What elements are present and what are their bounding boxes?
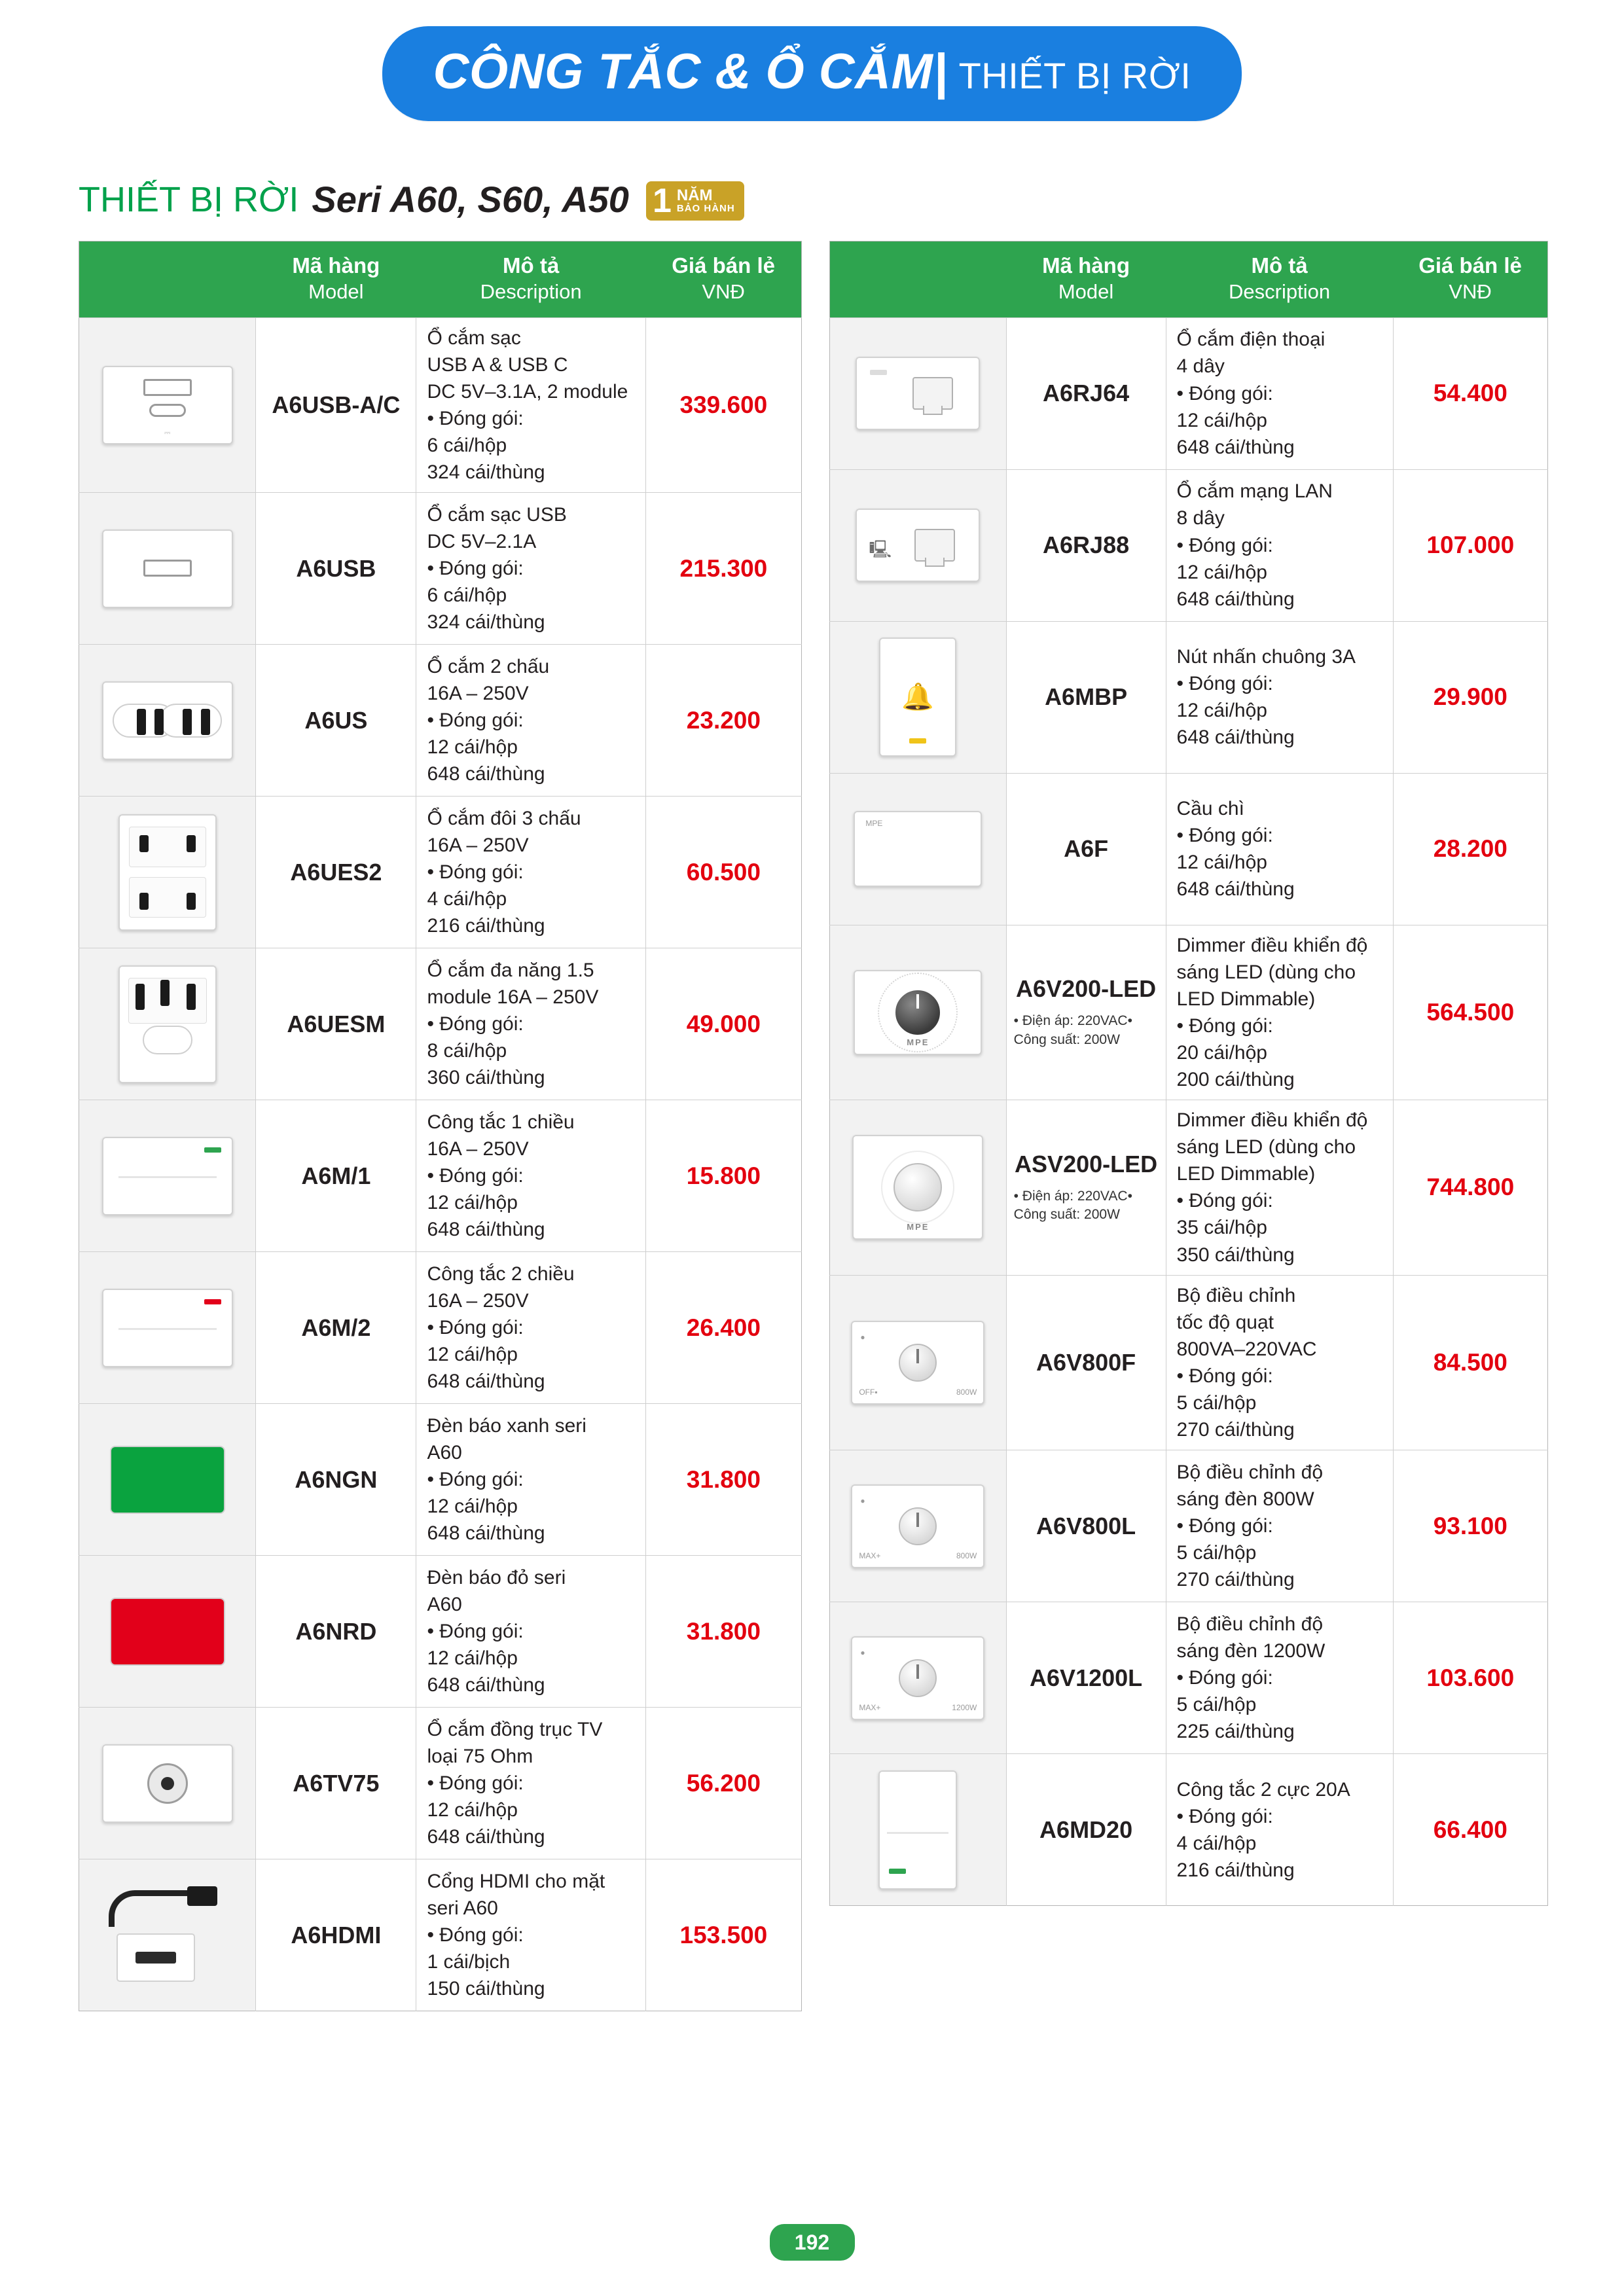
table-header-row: [830, 242, 1548, 318]
header-model-en: Model: [308, 280, 364, 304]
product-description-line: 12 cái/hộp: [427, 1496, 518, 1518]
product-description-line: Ổ cắm đôi 3 chấu: [427, 807, 581, 829]
product-description-cell: [416, 1556, 645, 1708]
product-price-cell: 54.400: [1393, 317, 1547, 469]
section-heading: [79, 178, 744, 221]
product-model: A6RJ88: [1043, 531, 1130, 559]
product-description-line: A60: [427, 1593, 462, 1615]
warranty-number: 1: [652, 181, 672, 220]
banner-pill: [382, 26, 1242, 121]
product-price-cell: 107.000: [1393, 469, 1547, 621]
usb-socket-icon: [89, 507, 246, 631]
product-price-cell: 26.400: [645, 1252, 801, 1404]
product-image-cell: [830, 1450, 1007, 1602]
product-price-cell: 339.600: [645, 317, 801, 493]
product-description-line: USB A & USB C: [427, 353, 568, 376]
product-description-line: 648 cái/thùng: [1176, 878, 1295, 901]
header-desc-en: Description: [480, 280, 582, 304]
product-description-line: 20 cái/hộp: [1176, 1041, 1267, 1064]
product-price-cell: 153.500: [645, 1859, 801, 2011]
warranty-text: BẢO HÀNH: [676, 203, 735, 215]
product-description-line: loại 75 Ohm: [427, 1745, 533, 1767]
product-model-cell: [1006, 1450, 1166, 1602]
product-description-line: 150 cái/thùng: [427, 1978, 545, 2000]
product-description-line: Cầu chì: [1176, 797, 1244, 819]
product-model-cell: [256, 317, 416, 493]
product-description-cell: [1166, 317, 1393, 469]
product-description-line: sáng đèn 1200W: [1176, 1640, 1326, 1662]
product-description-line: tốc độ quạt: [1176, 1311, 1274, 1333]
product-description-cell: [416, 1404, 645, 1556]
product-model: A6TV75: [293, 1769, 380, 1797]
product-description-cell: [1166, 621, 1393, 773]
product-description-line: 648 cái/thùng: [1176, 726, 1295, 749]
table-row: [79, 797, 802, 948]
product-description-line: DC 5V–2.1A: [427, 530, 537, 552]
header-desc-vi: Mô tả: [503, 253, 560, 278]
product-description-line: 12 cái/hộp: [427, 1192, 518, 1214]
product-price-cell: 84.500: [1393, 1275, 1547, 1450]
product-description-cell: [416, 317, 645, 493]
product-description-line: 16A – 250V: [427, 1289, 529, 1312]
header-price-vi: Giá bán lẻ: [672, 253, 775, 278]
product-model-cell: [256, 1100, 416, 1252]
product-model-cell: [256, 797, 416, 948]
product-description-line: Công tắc 2 cực 20A: [1176, 1778, 1350, 1801]
product-image-cell: [79, 1556, 256, 1708]
header-price-col: [1393, 242, 1547, 318]
banner-title-bold: CÔNG TẮC & Ổ CẮM: [433, 44, 933, 99]
product-tables: [79, 241, 1548, 2011]
product-model-cell: [1006, 1754, 1166, 1906]
product-description-line: Dimmer điều khiển độ: [1176, 934, 1368, 956]
table-row: [830, 1100, 1548, 1276]
product-description-line: • Đóng gói:: [1176, 534, 1273, 556]
product-image-cell: [830, 317, 1007, 469]
product-price-cell: 60.500: [645, 797, 801, 948]
product-description-line: 648 cái/thùng: [427, 1219, 545, 1241]
header-model-col: [256, 242, 416, 318]
hdmi-port-icon: [89, 1873, 246, 1998]
warranty-badge: [646, 181, 744, 221]
product-model-cell: [1006, 1100, 1166, 1276]
product-image-cell: [79, 1859, 256, 2011]
table-row: [830, 1275, 1548, 1450]
header-model-vi: Mã hàng: [1042, 253, 1130, 278]
header-desc-en: Description: [1229, 280, 1331, 304]
product-description-line: 12 cái/hộp: [427, 1799, 518, 1821]
product-description-cell: [416, 1252, 645, 1404]
header-price-en: VNĐ: [702, 280, 745, 304]
banner-separator: |: [934, 44, 948, 99]
header-model-col: [1006, 242, 1166, 318]
product-model: A6NGN: [295, 1465, 378, 1493]
product-description-line: Ổ cắm 2 chấu: [427, 655, 550, 677]
product-price-cell: 23.200: [645, 645, 801, 797]
product-description-line: • Đóng gói:: [1176, 1365, 1273, 1387]
product-description-line: 648 cái/thùng: [1176, 588, 1295, 610]
product-image-cell: [830, 1275, 1007, 1450]
fan-speed-controller-icon: ● OFF▪ 800W: [839, 1300, 996, 1425]
product-spec-notes: [1007, 1012, 1165, 1049]
product-description-line: • Đóng gói:: [427, 1924, 524, 1946]
product-description-line: module 16A – 250V: [427, 986, 599, 1008]
product-image-cell: [830, 773, 1007, 925]
table-row: [79, 1404, 802, 1556]
left-price-table: [79, 241, 802, 2011]
product-description-line: Bộ điều chỉnh độ: [1176, 1462, 1324, 1483]
product-model-cell: [256, 1708, 416, 1859]
product-description-line: 12 cái/hộp: [1176, 561, 1267, 583]
product-description-line: • Đóng gói:: [427, 709, 524, 732]
product-price-cell: 15.800: [645, 1100, 801, 1252]
double-three-pin-socket-icon: [89, 810, 246, 935]
product-price-cell: 29.900: [1393, 621, 1547, 773]
product-description-cell: [416, 493, 645, 645]
product-description-line: 4 dây: [1176, 355, 1225, 378]
table-row: [79, 645, 802, 797]
product-description-line: Dimmer điều khiển độ: [1176, 1109, 1368, 1132]
double-pole-switch-icon: [839, 1768, 996, 1892]
product-description-line: 1 cái/bịch: [427, 1951, 511, 1973]
product-spec-note-line: • Công suất: 200W: [1013, 1013, 1132, 1047]
product-description-line: 216 cái/thùng: [1176, 1859, 1295, 1881]
product-description-cell: [1166, 1754, 1393, 1906]
product-price-cell: 28.200: [1393, 773, 1547, 925]
product-description-cell: [416, 1708, 645, 1859]
product-description-line: • Đóng gói:: [1176, 1667, 1273, 1689]
product-description-line: LED Dimmable): [1176, 1163, 1316, 1185]
product-description-line: • Đóng gói:: [1176, 1805, 1273, 1827]
product-description-line: • Đóng gói:: [427, 1317, 524, 1339]
product-model: A6F: [1064, 835, 1109, 863]
product-description-line: 270 cái/thùng: [1176, 1419, 1295, 1441]
product-model-cell: [1006, 1602, 1166, 1754]
product-spec-note-line: • Công suất: 200W: [1013, 1189, 1132, 1223]
table-row: [830, 773, 1548, 925]
product-model: A6V800F: [1036, 1348, 1136, 1376]
table-row: [830, 1602, 1548, 1754]
left-table-column: [79, 241, 802, 2011]
product-description-line: 5 cái/hộp: [1176, 1542, 1257, 1564]
product-model-cell: [1006, 925, 1166, 1100]
table-row: [830, 621, 1548, 773]
product-description-line: 16A – 250V: [427, 1138, 529, 1160]
product-description-cell: [1166, 469, 1393, 621]
doorbell-button-icon: 🔔: [839, 635, 996, 759]
product-description-cell: [416, 1100, 645, 1252]
header-desc-col: [416, 242, 645, 318]
product-description-line: Ổ cắm sạc: [427, 327, 521, 349]
table-row: [830, 469, 1548, 621]
product-price-cell: 103.600: [1393, 1602, 1547, 1754]
table-row: [79, 1859, 802, 2011]
table-row: [79, 1100, 802, 1252]
product-description-line: 35 cái/hộp: [1176, 1217, 1267, 1239]
product-description-cell: [1166, 1450, 1393, 1602]
section-label-series: Seri A60, S60, A50: [312, 179, 629, 220]
product-model: A6NRD: [295, 1617, 377, 1645]
product-description-line: 12 cái/hộp: [427, 1344, 518, 1366]
header-desc-col: [1166, 242, 1393, 318]
product-description-cell: [1166, 773, 1393, 925]
page-number: 192: [770, 2224, 855, 2261]
product-description-line: Ổ cắm đồng trục TV: [427, 1718, 603, 1740]
product-image-cell: [79, 645, 256, 797]
product-description-line: 648 cái/thùng: [427, 763, 545, 785]
product-image-cell: [79, 797, 256, 948]
product-description-line: 6 cái/hộp: [427, 434, 507, 456]
product-description-line: sáng LED (dùng cho: [1176, 961, 1356, 983]
product-model: A6M/2: [301, 1314, 371, 1341]
product-description-line: 360 cái/thùng: [427, 1067, 545, 1089]
product-description-line: Công tắc 2 chiều: [427, 1263, 575, 1285]
product-description-cell: [416, 1859, 645, 2011]
right-table-column: [829, 241, 1548, 2011]
tv-coaxial-socket-icon: [89, 1721, 246, 1846]
warranty-unit: NĂM: [676, 187, 713, 205]
product-description-line: • Đóng gói:: [427, 1013, 524, 1035]
product-description-line: 5 cái/hộp: [1176, 1392, 1257, 1414]
product-model: A6M/1: [301, 1162, 371, 1189]
product-model: A6MBP: [1045, 683, 1128, 711]
product-description-line: Nút nhấn chuông 3A: [1176, 645, 1356, 668]
product-description-line: 648 cái/thùng: [427, 1674, 545, 1696]
product-price-cell: 31.800: [645, 1404, 801, 1556]
product-description-line: 225 cái/thùng: [1176, 1721, 1295, 1743]
product-image-cell: [79, 948, 256, 1100]
product-model-cell: [256, 948, 416, 1100]
table-row: [830, 1450, 1548, 1602]
usb-ac-socket-icon: ⎓: [89, 343, 246, 467]
product-description-line: 12 cái/hộp: [1176, 700, 1267, 722]
product-description-line: 16A – 250V: [427, 834, 529, 856]
header-price-col: [645, 242, 801, 318]
product-description-cell: [1166, 1100, 1393, 1276]
product-image-cell: [79, 1708, 256, 1859]
product-description-line: 800VA–220VAC: [1176, 1338, 1317, 1360]
product-description-line: Đèn báo đỏ seri: [427, 1566, 566, 1588]
fuse-blank-plate-icon: MPE: [839, 787, 996, 911]
red-indicator-lamp-icon: [89, 1570, 246, 1694]
header-model-en: Model: [1058, 280, 1114, 304]
product-description-line: Ổ cắm sạc USB: [427, 503, 567, 526]
product-description-line: • Đóng gói:: [1176, 1190, 1273, 1212]
product-description-line: LED Dimmable): [1176, 988, 1316, 1010]
product-description-line: 8 cái/hộp: [427, 1040, 507, 1062]
product-image-cell: [830, 621, 1007, 773]
section-label-green: THIẾT BỊ RỜI: [79, 179, 299, 219]
product-image-cell: [79, 493, 256, 645]
product-model-cell: [1006, 469, 1166, 621]
product-description-line: A60: [427, 1441, 462, 1463]
product-description-line: 648 cái/thùng: [1176, 436, 1295, 458]
product-description-line: Bộ điều chỉnh độ: [1176, 1613, 1324, 1635]
product-description-line: 12 cái/hộp: [427, 736, 518, 759]
product-description-line: 16A – 250V: [427, 682, 529, 704]
product-image-cell: [830, 1754, 1007, 1906]
product-description-line: 324 cái/thùng: [427, 611, 545, 634]
table-row: [79, 1252, 802, 1404]
product-description-cell: [416, 645, 645, 797]
product-model-cell: [1006, 621, 1166, 773]
product-price-cell: 31.800: [645, 1556, 801, 1708]
table-row: [830, 1754, 1548, 1906]
product-price-cell: 215.300: [645, 493, 801, 645]
product-description-line: • Đóng gói:: [427, 558, 524, 580]
product-image-cell: [79, 1404, 256, 1556]
product-model: A6USB: [296, 554, 376, 582]
table-row: [79, 317, 802, 493]
product-model-cell: [256, 645, 416, 797]
multifunction-socket-icon: [89, 962, 246, 1086]
product-description-line: 648 cái/thùng: [427, 1522, 545, 1545]
led-dimmer-knob-icon: MPE: [839, 950, 996, 1075]
product-model: A6US: [304, 706, 368, 734]
product-spec-note-line: • Điện áp: 220VAC: [1013, 1013, 1128, 1029]
product-image-cell: [79, 1252, 256, 1404]
product-description-line: • Đóng gói:: [427, 861, 524, 884]
product-description-line: • Đóng gói:: [427, 1165, 524, 1187]
product-description-line: Cổng HDMI cho mặt: [427, 1870, 605, 1892]
product-model-cell: [256, 1252, 416, 1404]
product-description-line: Ổ cắm mạng LAN: [1176, 480, 1333, 503]
product-model: A6MD20: [1039, 1816, 1133, 1843]
product-description-line: 216 cái/thùng: [427, 915, 545, 937]
product-price-cell: 49.000: [645, 948, 801, 1100]
header-image-col: [830, 242, 1007, 318]
product-model-cell: [256, 1404, 416, 1556]
product-image-cell: [830, 925, 1007, 1100]
product-description-line: Công tắc 1 chiều: [427, 1111, 575, 1133]
product-description-line: 4 cái/hộp: [427, 888, 507, 910]
product-image-cell: [830, 469, 1007, 621]
product-description-line: Ổ cắm điện thoại: [1176, 329, 1326, 351]
product-description-line: 200 cái/thùng: [1176, 1069, 1295, 1091]
product-model: A6V200-LED: [1016, 975, 1157, 1003]
header-price-en: VNĐ: [1449, 280, 1492, 304]
product-description-line: 6 cái/hộp: [427, 584, 507, 607]
product-image-cell: [830, 1100, 1007, 1276]
table-row: [830, 317, 1548, 469]
table-row: [830, 925, 1548, 1100]
product-description-line: sáng LED (dùng cho: [1176, 1136, 1356, 1158]
product-description-line: seri A60: [427, 1897, 498, 1919]
product-description-line: • Đóng gói:: [1176, 382, 1273, 404]
product-price-cell: 564.500: [1393, 925, 1547, 1100]
product-price-cell: 744.800: [1393, 1100, 1547, 1276]
product-model: A6USB-A/C: [272, 391, 401, 418]
product-spec-note-line: • Điện áp: 220VAC: [1013, 1189, 1128, 1204]
telephone-socket-icon: [839, 331, 996, 456]
product-description-line: 350 cái/thùng: [1176, 1244, 1295, 1266]
table-row: [79, 948, 802, 1100]
product-description-line: 4 cái/hộp: [1176, 1832, 1257, 1854]
product-description-line: • Đóng gói:: [1176, 672, 1273, 694]
product-description-line: 324 cái/thùng: [427, 461, 545, 484]
product-description-cell: [1166, 1275, 1393, 1450]
product-description-line: Bộ điều chỉnh: [1176, 1284, 1296, 1306]
product-description-line: • Đóng gói:: [1176, 1014, 1273, 1037]
header-price-vi: Giá bán lẻ: [1418, 253, 1522, 278]
product-description-line: Ổ cắm đa năng 1.5: [427, 959, 594, 981]
product-model-cell: [1006, 317, 1166, 469]
product-description-line: 270 cái/thùng: [1176, 1569, 1295, 1591]
table-header-row: [79, 242, 802, 318]
product-model-cell: [256, 1859, 416, 2011]
table-row: [79, 493, 802, 645]
product-description-cell: [416, 948, 645, 1100]
product-description-line: 648 cái/thùng: [427, 1826, 545, 1848]
product-description-line: Đèn báo xanh seri: [427, 1414, 586, 1437]
led-dimmer-round-icon: MPE: [839, 1125, 996, 1249]
light-dimmer-1200w-icon: ● MAX+ 1200W: [839, 1616, 996, 1740]
product-spec-notes: [1007, 1187, 1165, 1225]
product-description-line: • Đóng gói:: [427, 1772, 524, 1795]
product-description-line: DC 5V–3.1A, 2 module: [427, 380, 628, 403]
product-description-line: 12 cái/hộp: [1176, 852, 1267, 874]
product-description-cell: [1166, 925, 1393, 1100]
product-description-cell: [416, 797, 645, 948]
product-description-line: • Đóng gói:: [1176, 824, 1273, 846]
page-banner: [0, 26, 1624, 121]
banner-title-light: THIẾT BỊ RỜI: [958, 55, 1191, 96]
product-description-line: 12 cái/hộp: [427, 1647, 518, 1670]
product-price-cell: 66.400: [1393, 1754, 1547, 1906]
product-description-line: 8 dây: [1176, 507, 1225, 529]
header-desc-vi: Mô tả: [1251, 253, 1308, 278]
product-description-line: • Đóng gói:: [427, 1469, 524, 1491]
two-way-switch-icon: [89, 1266, 246, 1390]
product-description-line: • Đóng gói:: [427, 1621, 524, 1643]
right-price-table: [829, 241, 1548, 1906]
product-image-cell: [79, 1100, 256, 1252]
two-pin-socket-icon: [89, 658, 246, 783]
product-model: A6UES2: [290, 858, 382, 886]
product-description-cell: [1166, 1602, 1393, 1754]
product-price-cell: 93.100: [1393, 1450, 1547, 1602]
product-description-line: • Đóng gói:: [427, 407, 524, 429]
product-description-line: 648 cái/thùng: [427, 1371, 545, 1393]
product-model: ASV200-LED: [1015, 1151, 1158, 1178]
product-description-line: sáng đèn 800W: [1176, 1488, 1314, 1511]
product-model: A6UESM: [287, 1010, 386, 1037]
lan-socket-icon: 🖳: [839, 483, 996, 607]
product-model-cell: [1006, 1275, 1166, 1450]
product-description-line: 12 cái/hộp: [1176, 409, 1267, 431]
header-image-col: [79, 242, 256, 318]
product-model: A6V800L: [1036, 1512, 1136, 1539]
product-model: A6HDMI: [291, 1921, 382, 1948]
table-row: [79, 1556, 802, 1708]
product-model: A6RJ64: [1043, 380, 1130, 407]
product-model-cell: [256, 1556, 416, 1708]
product-model: A6V1200L: [1030, 1664, 1143, 1691]
product-image-cell: [79, 317, 256, 493]
product-model-cell: [1006, 773, 1166, 925]
green-indicator-lamp-icon: [89, 1418, 246, 1542]
product-description-line: • Đóng gói:: [1176, 1515, 1273, 1537]
one-way-switch-icon: [89, 1114, 246, 1238]
product-model-cell: [256, 493, 416, 645]
product-price-cell: 56.200: [645, 1708, 801, 1859]
product-description-line: 5 cái/hộp: [1176, 1694, 1257, 1716]
header-model-vi: Mã hàng: [292, 253, 380, 278]
light-dimmer-800w-icon: ● MAX+ 800W: [839, 1464, 996, 1588]
product-image-cell: [830, 1602, 1007, 1754]
table-row: [79, 1708, 802, 1859]
